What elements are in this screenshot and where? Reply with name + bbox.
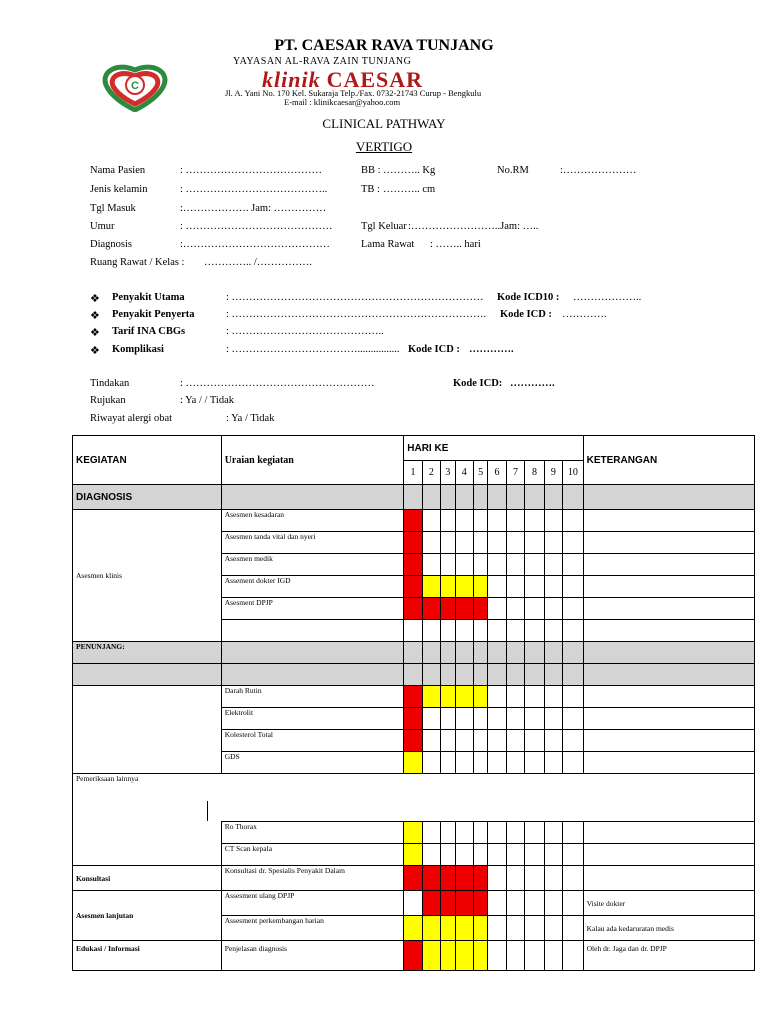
day-cell-yellow[interactable] [441,941,455,971]
day-cell[interactable] [506,554,524,576]
label-bb: BB : [361,165,381,176]
field-lama-rawat[interactable]: : …….. hari [430,239,481,250]
header-keterangan: KETERANGAN [583,436,754,485]
day-cell[interactable] [506,620,524,642]
table-row [73,941,755,971]
day-cell[interactable] [455,620,473,642]
keterangan-jaga: Oleh dr. Jaga dan dr. DPJP [583,941,754,971]
day-cell[interactable] [525,554,544,576]
day-cell[interactable] [563,532,584,554]
day-header: 8 [525,461,544,485]
uraian-ro-thorax: Ro Thorax [221,822,404,844]
field-tindakan[interactable]: : ……………………………………………… [180,378,375,389]
uraian-assement-dpjp: Asesment DPJP [221,598,404,620]
uraian-assesment-ulang: Assesment ulang DPJP [221,891,404,916]
day-header: 4 [455,461,473,485]
field-tgl-keluar[interactable]: :……………………..Jam: ….. [408,221,539,232]
field-ruang-rawat[interactable]: ………….. /……………. [204,257,312,268]
uraian-asesmen-ttv: Asesmen tanda vital dan nyeri [221,532,404,554]
day-cell[interactable] [455,844,473,866]
day-cell[interactable] [488,752,506,774]
day-cell[interactable] [544,730,562,752]
day-cell[interactable] [488,866,506,891]
day-cell[interactable] [455,730,473,752]
day-cell[interactable] [488,891,506,916]
day-cell-red[interactable] [473,891,487,916]
day-cell-red[interactable] [473,598,487,620]
bullet-icon: ❖ [90,293,100,305]
field-penyakit-utama[interactable]: : ……………………………………………………………… [226,292,484,303]
field-diagnosis[interactable]: :…………………………………… [180,239,330,250]
day-cell-red[interactable] [404,532,422,554]
uraian-penjelasan-diagnosis: Penjelasan diagnosis [221,941,404,971]
label-alergi: Riwayat alergi obat [90,413,173,424]
day-cell[interactable] [506,598,524,620]
day-cell-red[interactable] [422,598,440,620]
day-header: 9 [544,461,562,485]
day-cell[interactable] [563,891,584,916]
day-cell[interactable] [544,554,562,576]
uraian-empty [221,620,404,642]
field-nama-pasien[interactable]: : ………………………………… [180,165,323,176]
section-diagnosis: DIAGNOSIS [73,485,222,510]
label-penyakit-utama: Penyakit Utama [112,292,185,303]
day-cell[interactable] [563,844,584,866]
day-cell[interactable] [525,752,544,774]
day-cell[interactable] [506,532,524,554]
day-cell[interactable] [563,686,584,708]
day-cell[interactable] [544,916,562,941]
day-cell[interactable] [488,532,506,554]
table-row [73,822,755,844]
day-header: 7 [506,461,524,485]
label-lama-rawat: Lama Rawat [361,239,415,250]
field-tb[interactable]: ……….. cm [383,184,436,195]
day-cell-yellow[interactable] [441,686,455,708]
field-kode-icd-komplikasi[interactable]: …………. [469,344,514,355]
keterangan-cell[interactable] [583,822,754,844]
day-cell-red[interactable] [404,941,422,971]
label-umur: Umur [90,221,115,232]
day-cell[interactable] [441,510,455,532]
uraian-asesmen-kesadaran: Asesmen kesadaran [221,510,404,532]
table-row-pemeriksaan [73,774,755,802]
kegiatan-asesmen-klinis: Asesmen klinis [73,510,222,642]
day-cell-red[interactable] [404,576,422,598]
day-cell[interactable] [525,844,544,866]
table-row [73,891,755,916]
kegiatan-edukasi: Edukasi / Informasi [73,941,222,971]
day-header: 5 [473,461,487,485]
day-cell-yellow[interactable] [422,941,440,971]
day-cell-yellow[interactable] [422,686,440,708]
day-cell[interactable] [455,554,473,576]
label-tb: TB : [361,184,380,195]
day-cell-yellow[interactable] [404,844,422,866]
day-cell[interactable] [563,554,584,576]
day-cell-red[interactable] [404,686,422,708]
section-row-blank [73,664,755,686]
day-cell-red[interactable] [404,708,422,730]
keterangan-cell[interactable] [583,598,754,620]
day-cell[interactable] [544,844,562,866]
day-cell[interactable] [488,708,506,730]
day-cell-red[interactable] [404,598,422,620]
table-row-spacer [73,801,755,822]
day-cell[interactable] [506,866,524,891]
day-cell-yellow[interactable] [455,576,473,598]
day-cell-red[interactable] [441,598,455,620]
day-cell[interactable] [455,752,473,774]
day-cell[interactable] [563,822,584,844]
day-cell[interactable] [473,510,487,532]
label-tindakan: Tindakan [90,378,130,389]
day-cell[interactable] [563,708,584,730]
foundation-name: YAYASAN AL-RAVA ZAIN TUNJANG [233,56,412,67]
day-cell[interactable] [506,576,524,598]
day-cell-red[interactable] [404,510,422,532]
day-cell-yellow[interactable] [422,916,440,941]
day-cell[interactable] [544,708,562,730]
label-rujukan: Rujukan [90,395,126,406]
header-uraian: Uraian kegiatan [221,436,404,485]
day-cell[interactable] [563,941,584,971]
day-cell-yellow[interactable] [473,941,487,971]
day-header: 6 [488,461,506,485]
table-row [73,866,755,891]
day-cell[interactable] [563,620,584,642]
day-cell[interactable] [544,510,562,532]
label-tgl-masuk: Tgl Masuk [90,203,136,214]
field-penyakit-penyerta[interactable]: : ………………………………………………………………. [226,309,487,320]
day-cell-yellow[interactable] [422,576,440,598]
day-cell[interactable] [441,532,455,554]
field-kode-icd-tindakan[interactable]: …………. [510,378,555,389]
field-umur[interactable]: : …………………………………… [180,221,333,232]
day-cell[interactable] [525,891,544,916]
field-komplikasi[interactable]: : ………………………………................ [226,344,400,355]
day-cell[interactable] [422,844,440,866]
day-cell[interactable] [525,576,544,598]
day-cell-yellow[interactable] [404,822,422,844]
document-title: CLINICAL PATHWAY [322,116,446,131]
table-header-row [73,436,755,461]
day-cell[interactable] [525,866,544,891]
day-cell[interactable] [473,554,487,576]
day-header: 2 [422,461,440,485]
day-cell[interactable] [544,822,562,844]
uraian-konsultasi-spesialis: Konsultasi dr. Spesialis Penyakit Dalam [221,866,404,891]
day-header: 1 [404,461,422,485]
day-cell[interactable] [506,822,524,844]
uraian-ct-scan: CT Scan kepala [221,844,404,866]
day-cell[interactable] [422,554,440,576]
day-cell-red[interactable] [422,866,440,891]
label-kode-icd10: Kode ICD10 : [497,292,560,303]
kegiatan-radiologi [73,822,222,866]
day-cell-red[interactable] [404,554,422,576]
table-row [73,686,755,708]
day-cell[interactable] [506,686,524,708]
day-cell[interactable] [506,844,524,866]
day-cell[interactable] [506,891,524,916]
clinic-email: E-mail : klinikcaesar@yahoo.com [284,97,401,107]
day-cell[interactable] [441,554,455,576]
day-cell[interactable] [473,620,487,642]
day-cell[interactable] [422,532,440,554]
day-cell[interactable] [544,891,562,916]
label-tarif-ina-cbgs: Tarif INA CBGs [112,326,186,337]
header-hari-ke: HARI KE [404,436,583,461]
bullet-icon: ❖ [90,310,100,322]
day-cell-red[interactable] [455,598,473,620]
label-diagnosis: Diagnosis [90,239,132,250]
day-cell[interactable] [544,866,562,891]
uraian-assement-igd: Assement dokter IGD [221,576,404,598]
label-kode-icd-tindakan: Kode ICD: [453,378,503,389]
day-header: 3 [441,461,455,485]
day-cell-yellow[interactable] [455,686,473,708]
day-cell-red[interactable] [441,866,455,891]
day-cell[interactable] [525,822,544,844]
uraian-assesment-perkembangan: Assesment perkembangan harian [221,916,404,941]
logo-letter: C [131,80,139,92]
document-subtitle: VERTIGO [355,139,413,154]
clinic-word-caesar: CAESAR [326,67,424,92]
day-cell[interactable] [506,752,524,774]
day-cell-yellow[interactable] [455,941,473,971]
day-cell[interactable] [488,576,506,598]
day-cell[interactable] [488,730,506,752]
day-cell[interactable] [455,708,473,730]
day-cell[interactable] [441,752,455,774]
keterangan-cell[interactable] [583,686,754,708]
day-cell[interactable] [488,941,506,971]
day-cell[interactable] [563,752,584,774]
day-cell[interactable] [525,708,544,730]
day-cell[interactable] [422,510,440,532]
day-cell[interactable] [441,822,455,844]
day-cell[interactable] [455,822,473,844]
day-cell[interactable] [525,730,544,752]
day-cell-red[interactable] [404,866,422,891]
day-cell-red[interactable] [422,891,440,916]
field-rujukan[interactable]: : Ya / / Tidak [180,395,234,406]
clinic-word-klinik: klinik [262,67,321,92]
day-cell[interactable] [563,576,584,598]
field-kode-icd10[interactable]: ……………….. [573,292,642,303]
day-cell[interactable] [525,941,544,971]
keterangan-cell[interactable] [583,576,754,598]
kegiatan-asesmen-lanjutan: Asesmen lanjutan [73,891,222,941]
day-cell[interactable] [422,620,440,642]
day-cell[interactable] [488,916,506,941]
label-tgl-keluar: Tgl Keluar [361,221,407,232]
day-cell[interactable] [473,708,487,730]
day-cell-red[interactable] [441,891,455,916]
keterangan-cell[interactable] [583,620,754,642]
day-cell[interactable] [544,686,562,708]
day-cell-yellow[interactable] [473,576,487,598]
day-cell[interactable] [488,554,506,576]
label-kode-icd-komplikasi: Kode ICD : [408,344,460,355]
day-cell-yellow[interactable] [473,686,487,708]
uraian-elektrolit: Elektrolit [221,708,404,730]
day-cell[interactable] [441,730,455,752]
day-cell[interactable] [488,620,506,642]
table-row [73,510,755,532]
day-cell[interactable] [506,730,524,752]
day-cell-yellow[interactable] [455,916,473,941]
day-cell[interactable] [422,752,440,774]
company-name: PT. CAESAR RAVA TUNJANG [274,37,494,54]
label-kode-icd-penyerta: Kode ICD : [500,309,552,320]
field-jenis-kelamin[interactable]: : ………………………………….. [180,184,328,195]
keterangan-cell[interactable] [583,866,754,891]
day-cell[interactable] [422,708,440,730]
clinic-logo [97,62,175,112]
keterangan-cell[interactable] [583,510,754,532]
bullet-icon: ❖ [90,345,100,357]
day-cell-red[interactable] [455,866,473,891]
day-cell[interactable] [488,686,506,708]
day-cell-red[interactable] [473,866,487,891]
day-cell[interactable] [422,822,440,844]
inner-divider [207,801,208,821]
keterangan-cell[interactable] [583,730,754,752]
kegiatan-lab [73,686,222,774]
label-jenis-kelamin: Jenis kelamin [90,184,148,195]
pathway-table [72,435,755,971]
label-nama-pasien: Nama Pasien [90,165,146,176]
field-bb[interactable]: ……….. Kg [383,165,436,176]
day-cell[interactable] [455,532,473,554]
day-cell-yellow[interactable] [441,576,455,598]
day-cell[interactable] [544,620,562,642]
day-cell[interactable] [404,620,422,642]
day-cell[interactable] [544,532,562,554]
day-cell[interactable] [422,730,440,752]
day-cell[interactable] [488,822,506,844]
label-komplikasi: Komplikasi [112,344,164,355]
uraian-gds: GDS [221,752,404,774]
keterangan-cell[interactable] [583,844,754,866]
day-header: 10 [563,461,584,485]
day-cell[interactable] [525,620,544,642]
day-cell[interactable] [473,532,487,554]
field-tgl-masuk[interactable]: :………………. Jam: …………… [180,203,327,214]
bullet-icon: ❖ [90,327,100,339]
keterangan-kedaruratan: Kalau ada kedaruratan medis [583,916,754,941]
day-cell-red[interactable] [404,730,422,752]
day-cell[interactable] [525,916,544,941]
day-cell[interactable] [473,844,487,866]
day-cell[interactable] [488,598,506,620]
day-cell[interactable] [563,598,584,620]
keterangan-cell[interactable] [583,708,754,730]
day-cell[interactable] [544,941,562,971]
day-cell[interactable] [506,708,524,730]
label-ruang-rawat: Ruang Rawat / Kelas : [90,257,185,268]
uraian-kolesterol: Kolesterol Total [221,730,404,752]
day-cell[interactable] [506,941,524,971]
day-cell[interactable] [525,532,544,554]
day-cell-red[interactable] [455,891,473,916]
day-cell[interactable] [488,510,506,532]
day-cell[interactable] [473,730,487,752]
keterangan-cell[interactable] [583,532,754,554]
section-row-diagnosis [73,485,755,510]
keterangan-cell[interactable] [583,554,754,576]
day-cell[interactable] [525,598,544,620]
field-tarif-ina-cbgs[interactable]: : …………………………………….. [226,326,384,337]
clinic-address: Jl. A. Yani No. 170 Kel. Sukaraja Telp./Fax. 0732-21743 Curup - Bengkulu [225,88,482,98]
day-cell[interactable] [473,822,487,844]
section-row-penunjang [73,642,755,664]
day-cell-yellow[interactable] [404,752,422,774]
day-cell[interactable] [441,844,455,866]
day-cell[interactable] [563,866,584,891]
day-cell[interactable] [544,576,562,598]
day-cell[interactable] [544,752,562,774]
day-cell[interactable] [404,891,422,916]
day-cell[interactable] [506,916,524,941]
day-cell[interactable] [506,510,524,532]
day-cell-yellow[interactable] [404,916,422,941]
day-cell[interactable] [473,752,487,774]
day-cell[interactable] [525,686,544,708]
label-penyakit-penyerta: Penyakit Penyerta [112,309,195,320]
day-cell[interactable] [563,730,584,752]
kegiatan-pemeriksaan-lainnya: Pemeriksaan lainnya [73,774,755,802]
kegiatan-konsultasi: Konsultasi [73,866,222,891]
keterangan-cell[interactable] [583,752,754,774]
keterangan-visite: Visite dokter [583,891,754,916]
day-cell[interactable] [525,510,544,532]
day-cell[interactable] [441,620,455,642]
label-no-rm: No.RM [497,165,529,176]
day-cell[interactable] [563,510,584,532]
header-kegiatan: KEGIATAN [73,436,222,485]
field-kode-icd-penyerta[interactable]: …………. [562,309,607,320]
day-cell-yellow[interactable] [473,916,487,941]
day-cell[interactable] [455,510,473,532]
uraian-asesmen-medik: Asesmen medik [221,554,404,576]
section-penunjang: PENUNJANG: [73,642,222,664]
field-alergi[interactable]: : Ya / Tidak [226,413,275,424]
field-no-rm[interactable]: :………………… [560,165,637,176]
day-cell-yellow[interactable] [441,916,455,941]
day-cell[interactable] [544,598,562,620]
uraian-darah-rutin: Darah Rutin [221,686,404,708]
day-cell[interactable] [563,916,584,941]
day-cell[interactable] [488,844,506,866]
day-cell[interactable] [441,708,455,730]
